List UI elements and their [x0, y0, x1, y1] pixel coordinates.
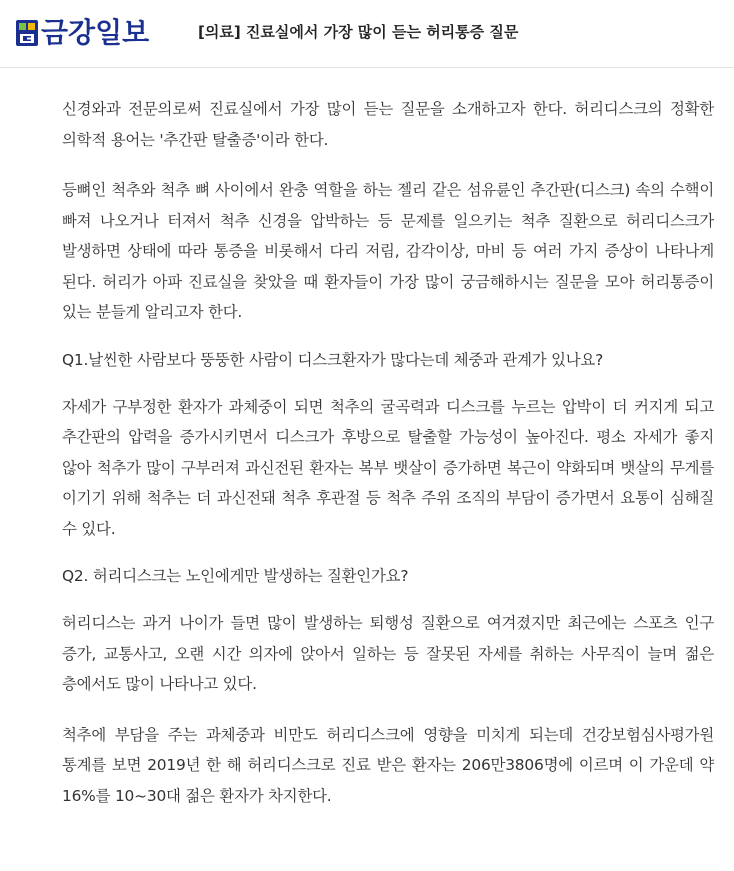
article-question: Q2. 허리디스크는 노인에게만 발생하는 질환인가요?	[62, 567, 409, 585]
site-logo[interactable]	[16, 15, 149, 51]
article-paragraph: 허리디스는 과거 나이가 들면 많이 발생하는 퇴행성 질환으로 여겨졌지만 최근에는 스포츠 인구 증가, 교통사고, 오랜 시간 의자에 앉아서 일하는 등 잘못된 자세를 취하는 사무직이 늘며 젊은 층에서도 많이 나타나고 있다.	[62, 614, 714, 693]
article-question: Q1.날씬한 사람보다 뚱뚱한 사람이 디스크환자가 많다는데 체중과 관계가 있나요?	[62, 350, 604, 369]
site-logo-text: 금강일보	[41, 16, 150, 49]
logo-g-icon	[16, 20, 38, 46]
article-paragraph: 신경와과 전문의로써 진료실에서 가장 많이 듣는 질문을 소개하고자 한다. 허리디스크의 정확한 의학적 용어는 '추간판 탈출증'이라 한다.	[62, 100, 714, 149]
article-paragraph: 등뼈인 척추와 척추 뼈 사이에서 완충 역할을 하는 젤리 같은 섬유륜인 추간판(디스크) 속의 수핵이 빠져 나오거나 터져서 척추 신경을 압박하는 등 문제를 일으키는 척추 질환으로 허리디스크가 발생하면 상태에 따라 통증을 비롯해서 다리 저림, 감각이상, 마비 등 여러 가지 증상이 나타나게 된다. 허리가 아파 진료실을 찾았을 때 환자들이 가장 많이 궁금해하시는 질문을 모아 허리통증이 있는 분들게 알리고자 한다.	[62, 181, 714, 321]
article-paragraph: 척추에 부담을 주는 과체중과 비만도 허리디스크에 영향을 미치게 되는데 건강보험심사평가원 통계를 보면 2019년 한 해 허리디스크로 진료 받은 환자는 206만3806명에 이르며 이 가운데 약 16%를 10~30대 젊은 환자가 차지한다.	[62, 725, 714, 805]
article-body	[62, 94, 714, 831]
site-header	[0, 0, 734, 68]
article-paragraph: 자세가 구부정한 환자가 과체중이 되면 척추의 굴곡력과 디스크를 누르는 압박이 더 커지게 되고 추간판의 압력을 증가시키면서 디스크가 후방으로 탈출할 가능성이 높아진다. 평소 자세가 좋지 않아 척추가 많이 구부러져 과신전된 환자는 복부 뱃살이 증가하면 복근이 약화되며 뱃살의 무게를 이기기 위해 척추는 더 과신전돼 척추 후관절 등 척추 주위 조직의 부담이 증가면서 요통이 심해질 수 있다.	[62, 397, 714, 538]
article-headline: [의료] 진료실에서 가장 많이 듣는 허리통증 질문	[198, 23, 519, 41]
